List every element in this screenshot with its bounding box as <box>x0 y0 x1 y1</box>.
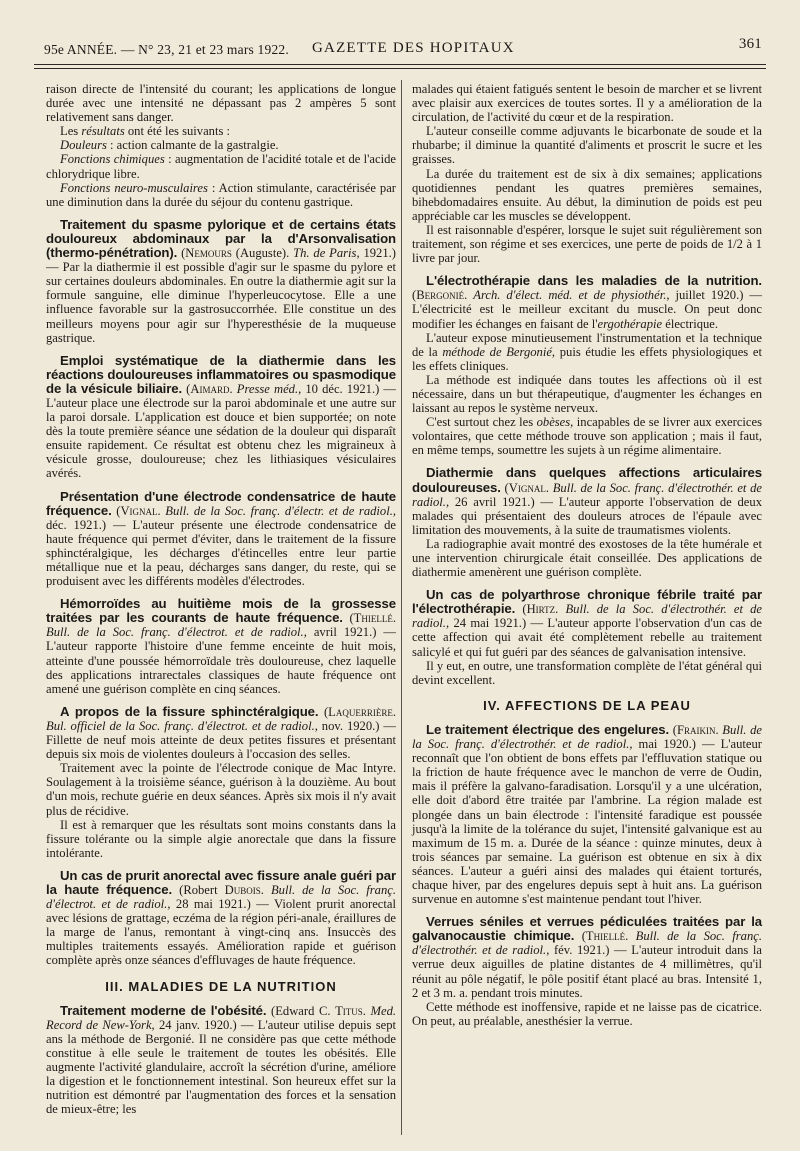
article-text: Diathermie dans quelques affections articulaires douloureuses. (Vignal. Bull. de la Soc. franç. d'électrothér. et de radiol., 26 avril 1921.) — L'auteur apporte l'observation de deux malades qui présentaient des douleurs atroces de l'épaule avec limitation des mouvements, à la suite de traumatismes violents. <box>412 465 763 537</box>
article-author: Fraikin <box>676 722 716 737</box>
paragraph: Douleurs : action calmante de la gastralgie. <box>60 138 279 153</box>
article-title: Présentation d'une électrode condensatrice de haute fréquence. <box>46 488 396 518</box>
right-column <box>412 82 762 1028</box>
left-column <box>46 82 396 1116</box>
paragraph: Fonctions neuro-musculaires : Action stimulante, caractérisée par une diminution dans la durée du séjour du contenu gastrique. <box>46 180 396 209</box>
article-title: Hémorroïdes au huitième mois de la grossesse traitées par les courants de haute fréquence. <box>46 596 396 626</box>
article-text: Verrues séniles et verrues pédiculées traitées par la galvanocaustie chimique. (Thiellé. Bull. de la Soc. franç. d'électrothér. et de radiol., fév. 1921.) — L'auteur introduit dans la verrue deux aiguilles de platine distantes de 4 millimètres, qu'il réunit au pôle négatif, le pôle positif étant placé au bras. Intensité 1, 2 et 3 m. a. pendant trois minutes. <box>412 914 763 1000</box>
header-rule-thin <box>34 68 766 69</box>
paragraph: Il est raisonnable d'espérer, lorsque le sujet suit régulièrement son traitement, son régime et ses exercices, une perte de poids de 1/2 à 1 livre par jour. <box>412 222 762 266</box>
header-rule <box>34 64 766 65</box>
article-author: Dubois <box>224 882 261 897</box>
section-heading: III. MALADIES DE LA NUTRITION <box>105 978 337 994</box>
paragraph: raison directe de l'intensité du courant; les applications de longue durée avec une intensité ne dépassant pas 2 ampères 5 sont relativement sans danger. <box>46 82 396 125</box>
article-author: Nemours <box>185 246 232 261</box>
article-spasme-pylorique <box>46 218 396 345</box>
article-text: L'électrothérapie dans les maladies de la nutrition. (Bergonié. Arch. d'élect. méd. et de physiothér., juillet 1920.) — L'électricité est le meilleur excitant du muscle. On peut donc modifier les échanges en faisant de l'ergothérapie électrique. <box>412 273 763 331</box>
article-author: Thiellé <box>585 929 626 944</box>
article-title: L'électrothérapie dans les maladies de la nutrition. <box>426 273 762 289</box>
article-text: Un cas de prurit anorectal avec fissure anale guéri par la haute fréquence. (Robert Dubois. Bull. de la Soc. franç. d'électrot. et de radiol., 28 mai 1921.) — Violent prurit anorectal avec lésions de grattage, eczéma de la région péri-anale, éraillures de la marge de l'anus, remontant à vingt-cinq ans. Insuccès des multiples traitements essayés. Amélioration rapide et guérison complète après onze séances d'effluvages de haute fréquence. <box>46 867 396 968</box>
article-text: Traitement du spasme pylorique et de certains états douloureux abdominaux par la d'Arsonvalisation (thermo-pénétration). (Nemours (Auguste). Th. de Paris, 1921.) — Par la diathermie il est possible d'agir sur le spasme du pylore et sur certaines douleurs abdominales. En outre la diathermie agit sur la formule sanguine, elle diminue l'hyperleucocytose. Elle a une influence favorable sur la gastrosuccorrhée. Elle constitue un des meilleurs moyens pour agir sur l'hyperesthésie de la muqueuse gastrique. <box>46 216 396 345</box>
article-author: Vignal <box>120 503 158 518</box>
paragraph: La radiographie avait montré des exostoses de la tête humérale et une intervention chirurgicale était conseillée. Des applications de diathermie amenèrent une guérison complète. <box>412 536 762 580</box>
article-author: Titus <box>335 1003 363 1018</box>
paragraph: La durée du traitement est de six à dix semaines; applications quotidiennes pendant les quatres premières semaines, bihebdomadaires ensuite. Au début, la diminution de poids est peu appréciable car les muscles se développent. <box>412 166 762 223</box>
issue-line: 95e ANNÉE. — N° 23, 21 et 23 mars 1922. <box>44 42 289 57</box>
article-text: Emploi systématique de la diathermie dans les réactions douloureuses inflammatoires ou spasmodique de la vésicule biliaire. (Aimard. Presse méd., 10 déc. 1921.) — L'auteur place une électrode sur la paroi abdominale et une autre sur la paroi dorsale. L'application est douce et bien supportée; on note dès la toute première séance une sédation de la douleur qui disparaît ensuite rapidement. Ce résultat est obtenu chez les migraineux à vésicule grosse, douloureuse; chez les lithiasiques vésiculaires avérés. <box>46 352 397 481</box>
page-header <box>44 36 762 60</box>
article-text: Traitement moderne de l'obésité. (Edward C. Titus. Med. Record de New-York, 24 janv. 1920.) — L'auteur utilise depuis sept ans la méthode de Bergonié. Il ne considère pas que cette méthode constitue à elle seule le traitement de toutes les obésités. Elle augmente l'activité glandulaire, accroît la sécrétion d'urine, améliore la digestion et le fonctionnement intestinal. Son heureux effet sur la nutrition est démontré par l'augmentation des forces et la sensation de mieux-être; les <box>46 1002 397 1117</box>
article-text: Présentation d'une électrode condensatrice de haute fréquence. (Vignal. Bull. de la Soc. franç. d'électr. et de radiol., déc. 1921.) — L'auteur présente une électrode condensatrice de haute fréquence qui permet d'éviter, dans le traitement de la fissure sphinctéralgique, les décharges d'étincelles entre leur partie métallique nue et la peau, décharges sans danger, du reste, qui se produisent avec les différents modèles d'électrodes. <box>46 488 397 589</box>
article-text: Le traitement électrique des engelures. (Fraikin. Bull. de la Soc. franç. d'électrothér. et de radiol., mai 1920.) — L'auteur reconnaît que l'on obtient de bons effets par l'effluvation statique ou la friction de haute fréquence avec le manchon de verre de Oudin, mais il préfère la galvano-faradisation. Lorsqu'il y a une ulcération, elle doit d'abord être traitée par l'ambrine. La région malade est plongée dans un bain électrode : l'intensité faradique est poussée jusqu'à la limite de la tolérance du sujet, l'intensité galvanique est au maximum de 15 m. a. Durée de la séance : quinze minutes, deux à trois séances par semaine. La guérison est obtenue en six à dix séances. L'auteur a guéri ainsi des malades qui étaient torturés, chaque hiver, par des engelures depuis sept à huit ans. La guérison survenue en automne s'est maintenue pendant tout l'hiver. <box>412 721 763 907</box>
article-diathermie-articulaires <box>412 466 762 579</box>
article-text: A propos de la fissure sphinctéralgique. (Laquerrière. Bul. officiel de la Soc. franç. d'électrot. et de radiol., nov. 1920.) — Fillette de neuf mois atteinte de deux petites fissures et présentant depuis six mois de violentes douleurs à l'occasion des selles. <box>46 703 397 762</box>
article-prurit-anorectal <box>46 869 396 968</box>
article-title: Le traitement électrique des engelures. <box>426 721 670 737</box>
article-fissure-sphincteralgique <box>46 705 396 860</box>
article-engelures <box>412 723 762 906</box>
section-heading: IV. AFFECTIONS DE LA PEAU <box>483 697 691 713</box>
article-vesicule-biliaire <box>46 354 396 481</box>
article-text: Un cas de polyarthrose chronique fébrile traité par l'électrothérapie. (Hirtz. Bull. de la Soc. d'électrothér. et de radiol., 24 mai 1921.) — L'auteur apporte l'observation d'un cas de cette affection qui avait été complètement rebelle au traitement salicylé et qui fut guéri par des séances de galvanisation intensive. <box>412 587 763 659</box>
article-title: Un cas de prurit anorectal avec fissure anale guéri par la haute fréquence. <box>46 867 396 897</box>
article-obesite <box>46 1004 396 1117</box>
article-title: Emploi systématique de la diathermie dans les réactions douloureuses inflammatoires ou spasmodique de la vésicule biliaire. <box>46 352 396 396</box>
paragraph: Fonctions chimiques : augmentation de l'acidité totale et de l'acide chlorydrique libre. <box>46 152 396 181</box>
paragraph: Traitement avec la pointe de l'électrode conique de Mac Intyre. Soulagement à la troisième séance, guérison à la douzième. Au bout d'un mois, rechute guérie en deux séances. Après six mois il n'y avait plus de récidive. <box>46 761 396 818</box>
article-author: Hirtz <box>526 602 556 617</box>
article-title: A propos de la fissure sphinctéralgique. <box>60 703 319 719</box>
article-author: Laquerrière <box>328 704 393 719</box>
journal-title: GAZETTE DES HOPITAUX <box>312 40 515 56</box>
article-electrode-condensatrice <box>46 490 396 589</box>
article-obesite-continued <box>412 82 762 265</box>
article-electrotherapie-nutrition <box>412 274 762 457</box>
paragraph: Il y eut, en outre, une transformation complète de l'état général qui devint excellent. <box>412 658 762 687</box>
article-title: Un cas de polyarthrose chronique fébrile traité par l'électrothérapie. <box>412 587 762 617</box>
paragraph: Les résultats ont été les suivants : <box>60 124 231 139</box>
article-author: Bergonié <box>416 288 465 303</box>
paragraph: L'auteur expose minutieusement l'instrumentation et la technique de la méthode de Bergonié, puis étudie les effets physiologiques et les effets cliniques. <box>412 330 762 373</box>
paragraph: Cette méthode est inoffensive, rapide et ne laisse pas de cicatrice. On peut, au préalable, anesthésier la verrue. <box>412 999 762 1028</box>
paragraph: L'auteur conseille comme adjuvants le bicarbonate de soude et la rhubarbe; il diminue la quantité d'aliments et proscrit le sucre et les graisses. <box>412 124 762 167</box>
article-author: Aimard <box>190 381 230 396</box>
article-text: Hémorroïdes au huitième mois de la grossesse traitées par les courants de haute fréquence. (Thiellé. Bull. de la Soc. franç. d'électrot. et de radiol., avril 1921.) — L'auteur rapporte l'histoire d'une femme enceinte de huit mois, atteinte d'une poussée hémorroïdale très douloureuse, chez laquelle des applications intrarectales classiques de haute fréquence ont amené une guérison complète en cinq séances. <box>46 596 397 696</box>
article-author: Thiellé <box>353 611 393 626</box>
article-author: Vignal <box>508 480 546 495</box>
article-title: Traitement du spasme pylorique et de certains états douloureux abdominaux par la d'Arsonvalisation (thermo-pénétration). <box>46 216 396 261</box>
article-hemorroides <box>46 597 396 696</box>
article-verrues <box>412 915 762 1028</box>
column-divider <box>401 80 402 1135</box>
paragraph: C'est surtout chez les obèses, incapables de se livrer aux exercices volontaires, que cette méthode trouve son application ; mais il faut, en même temps, soumettre les sujets à un régime alimentaire. <box>412 415 762 458</box>
page-number: 361 <box>738 36 762 52</box>
paragraph: Il est à remarquer que les résultats sont moins constants dans la fissure tolérante ou la simple algie anorectale que dans la fissure intolérante. <box>46 817 396 860</box>
paragraph: malades qui étaient fatigués sentent le besoin de marcher et se livrent avec plaisir aux exercices de toutes sortes. Il y a amélioration de la circulation, de l'activité du cœur et de la respiration. <box>412 82 762 125</box>
article-polyarthrose <box>412 588 762 687</box>
article-title: Diathermie dans quelques affections articulaires douloureuses. <box>412 465 762 495</box>
article-title: Traitement moderne de l'obésité. <box>60 1002 267 1018</box>
paragraph: La méthode est indiquée dans toutes les affections où il est nécessaire, dans un but thérapeutique, d'augmenter les échanges en laissant au repos le système nerveux. <box>412 372 762 416</box>
article-continued <box>46 82 396 209</box>
article-title: Verrues séniles et verrues pédiculées traitées par la galvanocaustie chimique. <box>412 914 762 944</box>
